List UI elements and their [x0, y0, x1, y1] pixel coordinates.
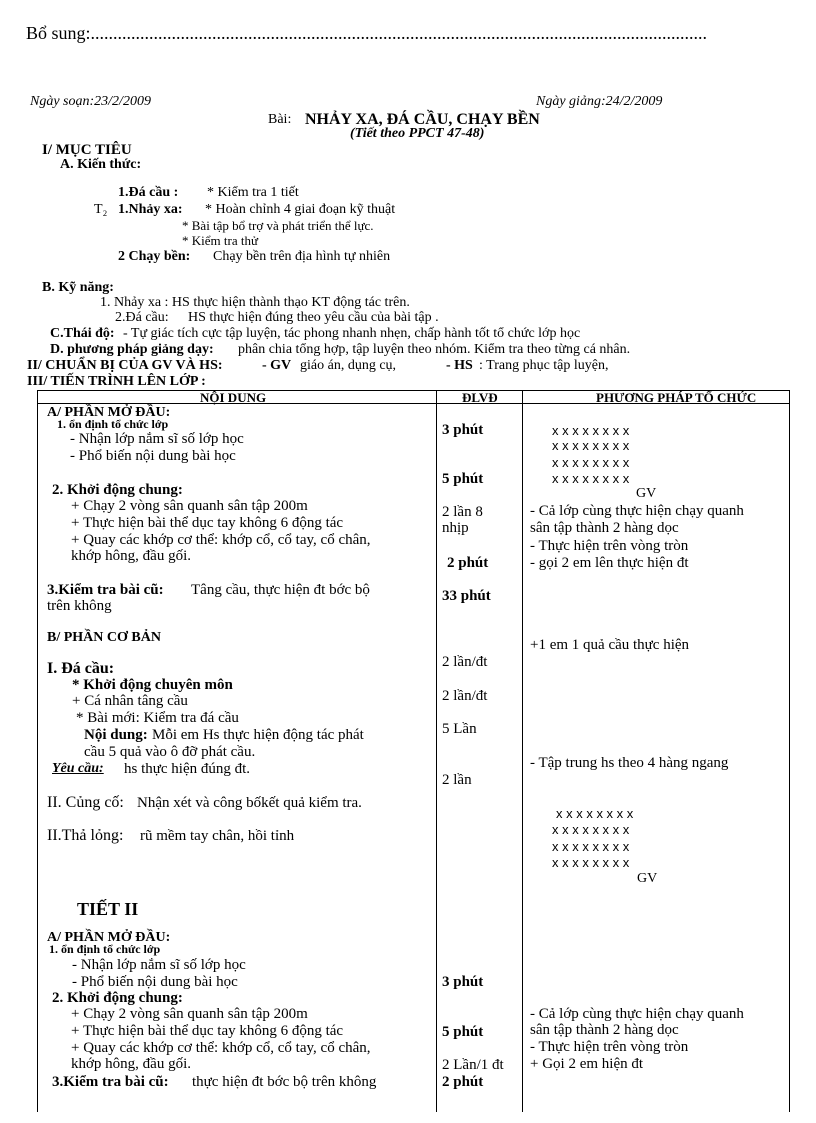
formation-2-gv: GV [637, 871, 658, 886]
dl-2landt-a: 2 lần/đt [442, 654, 488, 670]
cung-co-text: Nhận xét và công bốkết quả kiểm tra. [137, 795, 362, 811]
bai-moi: * Bài mới: Kiểm tra đá cầu [76, 710, 239, 726]
kiem-tra-text-2: trên không [47, 598, 112, 614]
tiet-2-heading: TIẾT II [77, 899, 139, 919]
tien-trinh-heading: III/ TIẾN TRÌNH LÊN LỚP : [27, 374, 206, 389]
kd-item-1: + Chạy 2 vòng sân quanh sân tập 200m [71, 498, 308, 514]
da-cau-label: 1.Đá cầu : [118, 185, 179, 200]
pp-5: +1 em 1 quả cầu thực hiện [530, 637, 690, 653]
phuong-phap-label: D. phương pháp giảng dạy: [50, 342, 214, 357]
phan-mo-dau-heading: A/ PHẦN MỞ ĐẦU: [47, 405, 171, 420]
formation-2-row-3: x x x x x x x x [552, 839, 630, 854]
muc-tieu-heading: I/ MỤC TIÊU [42, 142, 132, 158]
ngay-giang: Ngày giảng:24/2/2009 [536, 94, 663, 109]
tiet-ppct: (Tiết theo PPCT 47-48) [350, 126, 485, 141]
tiet-2-pp-1: - Cả lớp cùng thực hiện chạy quanh [530, 1006, 744, 1022]
tiet-2-pp-2: sân tập thành 2 hàng dọc [530, 1022, 679, 1038]
khoi-dong-chung: 2. Khởi động chung: [52, 482, 183, 498]
ngay-soan: Ngày soạn:23/2/2009 [30, 94, 151, 109]
kien-thuc-heading: A. Kiến thức: [60, 157, 142, 172]
tiet-2-khoi-dong: 2. Khởi động chung: [52, 990, 183, 1006]
t2-marker: T₂ [94, 202, 108, 217]
tiet-2-dl-3phut: 3 phút [442, 974, 484, 990]
tiet-2-kd-1: + Chạy 2 vòng sân quanh sân tập 200m [71, 1006, 308, 1022]
ky-nang-2-text: HS thực hiện đúng theo yêu cầu của bài tập . [188, 310, 439, 325]
tiet-2-nhan-lop: - Nhận lớp nắm sĩ số lớp học [72, 957, 246, 973]
bai-title: NHẢY XA, ĐÁ CẦU, CHẠY BỀN [305, 111, 540, 128]
tha-long-label: II.Thả lỏng: [47, 827, 124, 844]
formation-2-row-4: x x x x x x x x [552, 855, 630, 870]
chuan-bi-hs-text: : Trang phục tập luyện, [479, 358, 609, 373]
formation-1-row-4: x x x x x x x x [552, 471, 630, 486]
tiet-2-kd-3: + Quay các khớp cơ thể: khớp cổ, cổ tay, cổ chân, [71, 1040, 371, 1056]
table-col-divider-1 [436, 390, 437, 1112]
tiet-2-kiem-tra-text: thực hiện đt bớc bộ trên không [192, 1074, 377, 1090]
table-right-border [789, 390, 790, 1112]
col-header-dlvd: ĐLVĐ [462, 390, 498, 405]
nhay-xa-item-3: * Kiểm tra thử [182, 233, 259, 248]
cung-co-label: II. Củng cố: [47, 794, 124, 811]
tiet-2-pho-bien: - Phổ biến nội dung bài học [72, 974, 238, 990]
tiet-2-pp-4: + Gọi 2 em hiện đt [530, 1056, 644, 1072]
bo-sung-line: Bổ sung:......................................................................................................................................... [26, 23, 708, 43]
thai-do-label: C.Thái độ: [50, 326, 115, 341]
ky-nang-heading: B. Kỹ năng: [42, 280, 114, 295]
thai-do-text: - Tự giác tích cực tập luyện, tác phong nhanh nhẹn, chấp hành tốt tổ chức lớp học [123, 326, 581, 341]
yeu-cau-text: hs thực hiện đúng đt. [124, 761, 251, 777]
chay-ben-label: 2 Chạy bền: [118, 249, 191, 264]
phan-co-ban-heading: B/ PHẦN CƠ BẢN [47, 630, 161, 645]
dl-2phut: 2 phút [447, 555, 489, 571]
tiet-2-dl-5phut: 5 phút [442, 1024, 484, 1040]
kiem-tra-text: Tâng cầu, thực hiện đt bớc bộ [191, 582, 370, 598]
nhay-xa-item-1: * Hoàn chỉnh 4 giai đoạn kỹ thuật [205, 202, 396, 217]
chuan-bi-heading: II/ CHUẨN BỊ CỦA GV VÀ HS: [27, 358, 223, 373]
dl-33phut: 33 phút [442, 588, 491, 604]
da-cau-text: * Kiểm tra 1 tiết [207, 185, 299, 200]
dl-2lan8: 2 lần 8 [442, 504, 483, 520]
formation-1-row-2: x x x x x x x x [552, 438, 630, 453]
col-header-noi-dung: NỘI DUNG [200, 390, 267, 405]
kd-item-2: + Thực hiện bài thể dục tay không 6 động tác [71, 515, 344, 531]
pp-4: - gọi 2 em lên thực hiện đt [530, 555, 689, 571]
ky-nang-1: 1. Nhảy xa : HS thực hiện thành thạo KT động tác trên. [100, 295, 410, 310]
pp-2: sân tập thành 2 hàng dọc [530, 520, 679, 536]
bai-label: Bài: [268, 112, 292, 127]
kd-item-4: khớp hông, đầu gối. [71, 548, 192, 564]
formation-1-row-3: x x x x x x x x [552, 455, 630, 470]
formation-1-gv: GV [636, 486, 657, 501]
table-left-border [37, 390, 38, 1112]
phuong-phap-text: phân chia tổng hợp, tập luyện theo nhóm. Kiểm tra theo từng cá nhân. [238, 342, 631, 357]
table-col-divider-2 [522, 390, 523, 1112]
pp-6: - Tập trung hs theo 4 hàng ngang [530, 755, 729, 771]
tha-long-text: rũ mềm tay chân, hồi tỉnh [140, 828, 295, 844]
noi-dung-label: Nội dung: [84, 727, 148, 743]
tiet-2-kd-2: + Thực hiện bài thể dục tay không 6 động tác [71, 1023, 344, 1039]
tiet-2-kiem-tra-label: 3.Kiểm tra bài cũ: [52, 1074, 169, 1090]
kiem-tra-label: 3.Kiểm tra bài cũ: [47, 582, 164, 598]
noi-dung-text-2: cầu 5 quả vào ô đỡ phát cầu. [84, 744, 256, 760]
nhan-lop: - Nhận lớp nắm sĩ số lớp học [70, 431, 244, 447]
yeu-cau-label: Yêu cầu: [52, 761, 104, 776]
da-cau-heading: I. Đá cầu: [47, 660, 115, 677]
tiet-2-kd-4: khớp hông, đầu gối. [71, 1056, 192, 1072]
dl-3phut: 3 phút [442, 422, 484, 438]
dl-5phut: 5 phút [442, 471, 484, 487]
nhay-xa-item-2: * Bài tập bổ trợ và phát triển thể lực. [182, 218, 374, 233]
dl-5lan: 5 Lần [442, 721, 477, 737]
pp-1: - Cả lớp cùng thực hiện chạy quanh [530, 503, 744, 519]
dl-nhip: nhịp [442, 520, 469, 536]
noi-dung-text: Mỗi em Hs thực hiện động tác phát [152, 727, 364, 743]
tiet-2-phan-mo-dau: A/ PHẦN MỞ ĐẦU: [47, 930, 171, 945]
pp-3: - Thực hiện trên vòng tròn [530, 538, 689, 554]
kd-item-3: + Quay các khớp cơ thể: khớp cổ, cổ tay, cổ chân, [71, 532, 371, 548]
formation-2-row-1: x x x x x x x x [556, 806, 634, 821]
chay-ben-text: Chạy bền trên địa hình tự nhiên [213, 249, 391, 264]
tiet-2-dl-2phut: 2 phút [442, 1074, 484, 1090]
chuan-bi-gv-label: - GV [262, 358, 292, 373]
col-header-phuong-phap: PHƯƠNG PHÁP TỔ CHỨC [596, 390, 757, 405]
dl-2lan: 2 lần [442, 772, 472, 788]
tiet-2-on-dinh: 1. ổn định tổ chức lớp [49, 942, 161, 956]
ca-nhan-tang-cau: + Cá nhân tâng cầu [72, 693, 188, 709]
tiet-2-pp-3: - Thực hiện trên vòng tròn [530, 1039, 689, 1055]
ky-nang-2-label: 2.Đá cầu: [115, 310, 169, 325]
formation-2-row-2: x x x x x x x x [552, 822, 630, 837]
formation-1-row-1: x x x x x x x x [552, 423, 630, 438]
khoi-dong-chuyen-mon: * Khởi động chuyên môn [72, 677, 233, 693]
dl-2landt-b: 2 lần/đt [442, 688, 488, 704]
chuan-bi-gv-text: giáo án, dụng cụ, [300, 358, 397, 373]
nhay-xa-label: 1.Nhảy xa: [118, 202, 183, 217]
on-dinh: 1. ổn định tổ chức lớp [57, 417, 169, 431]
chuan-bi-hs-label: - HS [446, 358, 473, 373]
tiet-2-dl-2lan1dt: 2 Lần/1 đt [442, 1057, 504, 1073]
pho-bien: - Phổ biến nội dung bài học [70, 448, 236, 464]
